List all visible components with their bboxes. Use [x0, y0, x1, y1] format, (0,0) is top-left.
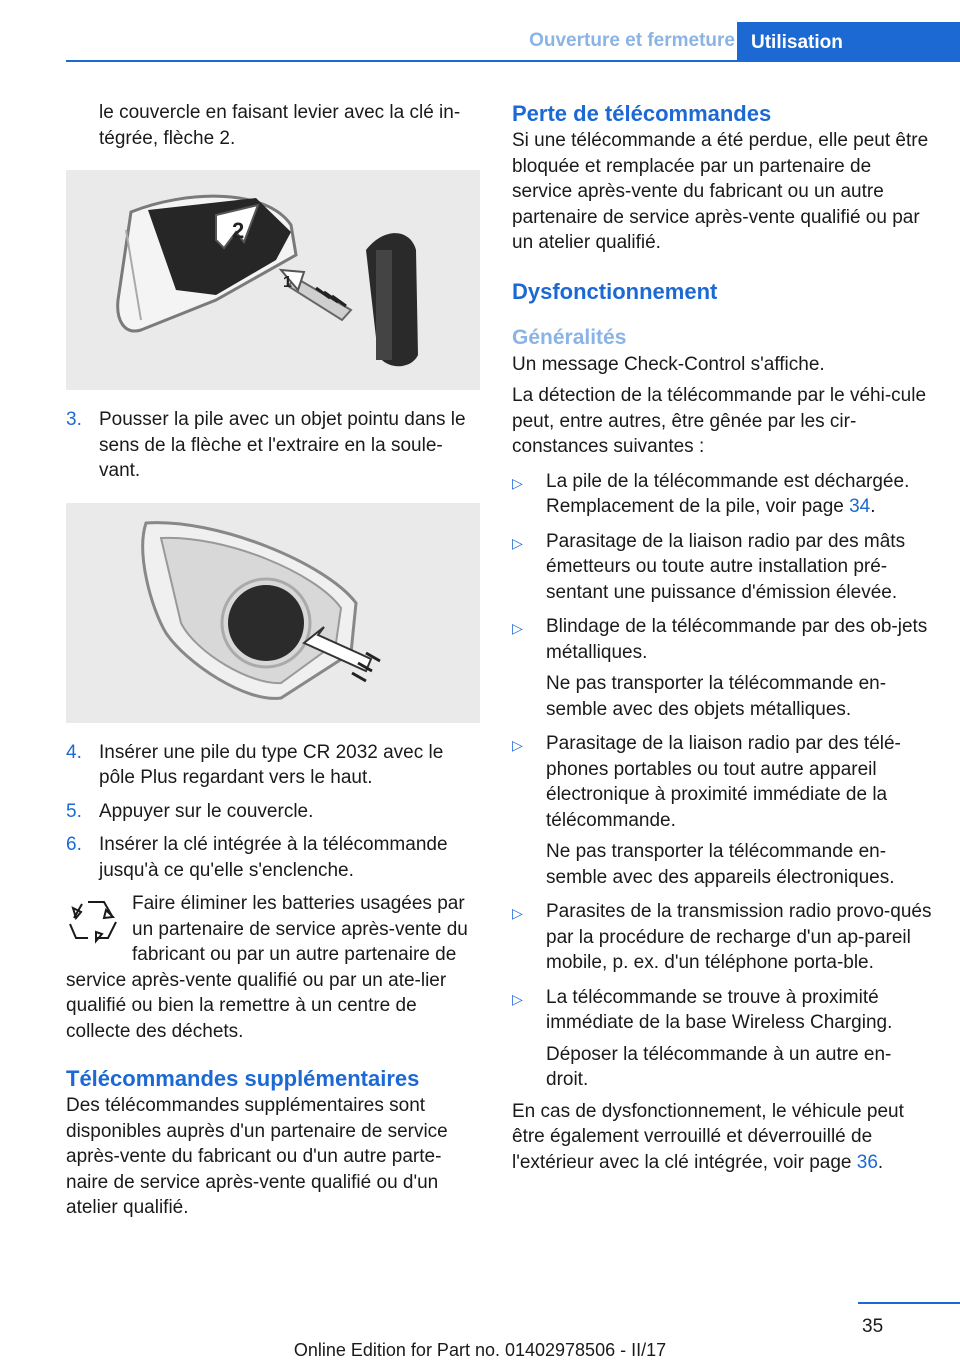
key-cover-figure — [66, 170, 480, 390]
key-cover-illustration — [66, 170, 480, 390]
list-item-text: Blindage de la télécommande par des ob-jets métalliques. — [546, 616, 928, 663]
list-item — [512, 614, 932, 722]
list-item-text: La pile de la télécommande est déchargée. Remplacement de la pile, voir page — [546, 470, 910, 517]
step-6 — [66, 832, 480, 883]
recycling-icon — [66, 894, 126, 954]
footer-rule — [858, 1302, 960, 1304]
triangle-bullet-icon: ▷ — [512, 905, 523, 921]
page-link[interactable]: 36 — [856, 1151, 878, 1173]
loss-heading: Perte de télécommandes — [512, 101, 772, 126]
left-column — [66, 100, 480, 1221]
triangle-bullet-icon: ▷ — [512, 620, 523, 636]
list-item — [512, 985, 932, 1093]
closing-text — [512, 1099, 932, 1176]
list-item — [512, 529, 932, 606]
list-item-advice: Ne pas transporter la télécommande en-semble avec des objets métalliques. — [546, 673, 887, 720]
step-5 — [66, 799, 480, 825]
list-item — [512, 469, 932, 520]
list-item — [512, 731, 932, 890]
step-number: 3. — [66, 409, 82, 430]
general-circumstances: La détection de la télécommande par le véhi-cule peut, entre autres, être gênée par les cir-constances suivantes : — [512, 385, 927, 457]
arrow-2-label: 2 — [232, 218, 245, 243]
list-item-advice: Ne pas transporter la télécommande en-semble avec des appareils électroniques. — [546, 841, 895, 888]
closing-text-tail: . — [877, 1151, 884, 1173]
extra-remotes-text: Des télécommandes supplémentaires sont disponibles auprès d'un partenaire de service après-vente du fabricant ou d'un autre parte-naire de service après-vente qualifié ou d'un atelier qualifié. — [66, 1095, 448, 1218]
right-column — [512, 100, 932, 1175]
intro-text: le couvercle en faisant levier avec la clé in-tégrée, flèche 2. — [99, 102, 461, 149]
list-item — [512, 899, 932, 976]
list-item-text: Parasites de la transmission radio provo-qués par la procédure de recharge d'un ap-pareil mobile, p. ex. d'un téléphone porta-ble. — [546, 901, 932, 973]
step-text: Pousser la pile avec un objet pointu dans le sens de la flèche et l'extraire en la soule-vant. — [99, 409, 466, 481]
recycling-note — [66, 891, 480, 1044]
malfunction-heading: Dysfonctionnement — [512, 278, 718, 304]
step-4 — [66, 740, 480, 791]
recycling-note-text: Faire éliminer les batteries usagées par un partenaire de service après-vente du fabricant ou par un autre partenaire de service après-vente qualifié ou par un ate-lier qualifié ou bien la remettre à un centre de collecte des déchets. — [66, 893, 468, 1042]
list-item-text: Parasitage de la liaison radio par des mâts émetteurs ou toute autre installation pré-sentant une puissance d'émission élevée. — [546, 530, 906, 603]
triangle-bullet-icon: ▷ — [512, 990, 523, 1007]
step-text: Appuyer sur le couvercle. — [99, 800, 314, 822]
triangle-bullet-icon: ▷ — [512, 737, 523, 753]
step-number: 5. — [66, 800, 82, 822]
header-chapter-tab: Utilisation — [737, 22, 960, 62]
step-3 — [66, 407, 480, 484]
general-message: Un message Check-Control s'affiche. — [512, 353, 825, 375]
step-number: 6. — [66, 834, 82, 855]
header-section-title: Ouverture et fermeture — [529, 30, 735, 51]
arrow-1-label: 1 — [283, 274, 292, 291]
circumstances-list — [512, 469, 932, 1093]
step-number: 4. — [66, 741, 82, 763]
list-item-text: La télécommande se trouve à proximité immédiate de la base Wireless Charging. — [546, 986, 893, 1033]
step-text: Insérer la clé intégrée à la télécommande jusqu'à ce qu'elle s'enclenche. — [99, 834, 448, 881]
page-number: 35 — [862, 1316, 884, 1337]
header-rule — [66, 60, 960, 62]
closing-text-body: En cas de dysfonctionnement, le véhicule peut être également verrouillé et déverrouillé de l'extérieur avec la clé intégrée, voir page — [512, 1100, 904, 1173]
battery-figure — [66, 503, 480, 723]
steps-list — [66, 740, 480, 884]
page-link[interactable]: 34 — [849, 496, 871, 517]
list-item-text: Parasitage de la liaison radio par des télé-phones portables ou tout autre appareil électronique à proximité immédiate de la télécommande. — [546, 733, 901, 831]
triangle-bullet-icon: ▷ — [512, 534, 523, 551]
step-text: Insérer une pile du type CR 2032 avec le pôle Plus regardant vers le haut. — [99, 741, 444, 788]
general-heading: Généralités — [512, 325, 627, 349]
battery-illustration — [66, 503, 480, 723]
loss-text: Si une télécommande a été perdue, elle peut être bloquée et remplacée par un partenaire de service après-vente du fabricant ou un autre partenaire de service après-vente qualifié ou par un atelier qualifié. — [512, 130, 929, 253]
list-item-tail: . — [870, 496, 876, 517]
list-item-advice: Déposer la télécommande à un autre en-droit. — [546, 1043, 892, 1090]
extra-remotes-heading: Télécommandes supplémentaires — [66, 1066, 420, 1091]
triangle-bullet-icon: ▷ — [512, 474, 523, 491]
edition-line: Online Edition for Part no. 01402978506 - II/17 — [293, 1340, 667, 1360]
